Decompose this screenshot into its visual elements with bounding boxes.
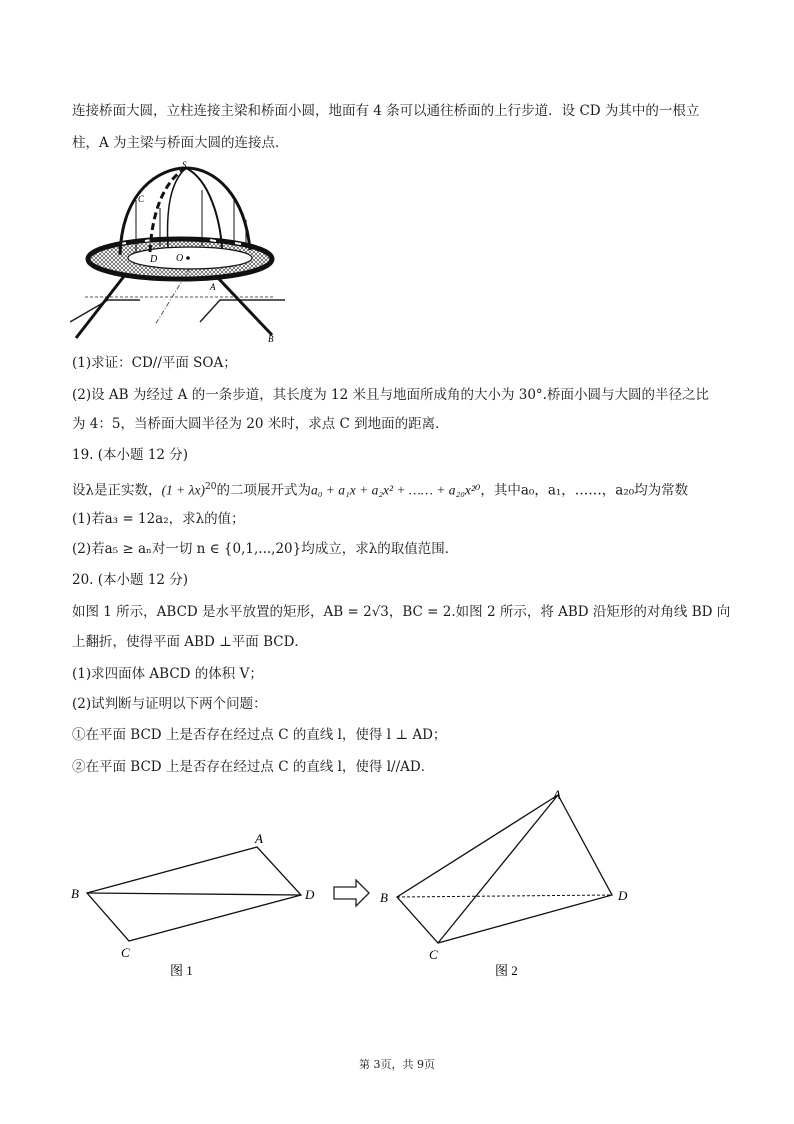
q19-stem [72, 477, 688, 501]
label-d: D [150, 254, 158, 265]
fig2-hidden-bd [397, 895, 612, 897]
page-footer: 第 3页，共 9页 [359, 1058, 435, 1071]
label-o: O [176, 253, 184, 264]
q19-stem-poly: a₀ + a₁x + a₂x² + …… + a₂₀x²⁰ [310, 482, 481, 498]
q20-part-2: (2)试判断与证明以下两个问题： [72, 696, 267, 712]
q20-sub-2: ②在平面 BCD 上是否存在经过点 C 的直线 l，使得 l//AD． [72, 759, 435, 775]
q19-stem-a: 设λ是正实数， [72, 482, 162, 499]
fig2-edge-ac [438, 795, 558, 943]
q18-intro-line-2: 柱，A 为主梁与桥面大圆的连接点． [72, 135, 289, 151]
road-left-edge [70, 300, 140, 322]
q18-part-2: (2)设 AB 为经过 A 的一条步道，其长度为 12 米且与地面所成角的大小为 30°.桥面小圆与大圆的半径之比 [72, 387, 709, 403]
transform-arrow-icon [332, 878, 372, 908]
fig1-label-d: D [305, 887, 315, 902]
fig1-caption: 图 1 [170, 963, 193, 978]
fig1-label-a: A [255, 831, 263, 846]
q19-part-1: (1)若a₃ = 12a₂，求λ的值； [72, 511, 245, 527]
fig2-label-b: B [380, 890, 388, 905]
q19-stem-expr: (1 + λx) [161, 482, 206, 498]
fig1-diagonal-bd [87, 893, 301, 895]
label-s: S [182, 160, 187, 170]
fig1-label-b: B [71, 886, 79, 901]
fig2-caption: 图 2 [495, 963, 518, 978]
label-b: B [268, 334, 274, 344]
q20-stem-2: 上翻折，使得平面 ABD ⊥平面 BCD． [72, 634, 308, 650]
walkway-left [76, 275, 125, 338]
figure-1 [65, 825, 325, 985]
q19-header: 19. (本小题 12 分) [72, 447, 189, 463]
q20-stem-1: 如图 1 所示，ABCD 是水平放置的矩形，AB = 2√3，BC = 2.如图 2 所示，将 ABD 沿矩形的对角线 BD 向 [72, 604, 731, 620]
figure-2 [375, 785, 645, 985]
fig2-label-a: A [553, 787, 561, 802]
bridge-figure [70, 160, 290, 345]
q18-part-2-cont: 为 4：5，当桥面大圆半径为 20 米时，求点 C 到地面的距离． [72, 416, 449, 432]
q20-sub-1: ①在平面 BCD 上是否存在经过点 C 的直线 l，使得 l ⊥ AD； [72, 727, 447, 743]
q19-part-2: (2)若a₅ ≥ aₙ对一切 n ∈ {0,1,...,20}均成立，求λ的取值范围． [72, 541, 459, 557]
q19-stem-b: 的二项展开式为 [216, 482, 311, 499]
point-o [186, 256, 190, 260]
bridge-small-circle [128, 247, 252, 269]
q20-part-1: (1)求四面体 ABCD 的体积 V； [72, 666, 263, 682]
fig1-label-c: C [121, 945, 130, 960]
label-c: C [138, 194, 145, 204]
fig2-label-d: D [618, 888, 628, 903]
q19-stem-exp: 20 [205, 482, 217, 492]
walkway-ab [218, 278, 272, 335]
arch-left [168, 168, 186, 248]
fig2-outline [397, 795, 612, 943]
q20-header: 20. (本小题 12 分) [72, 572, 189, 588]
q19-stem-c: ，其中a₀，a₁，……，a₂₀均为常数 [480, 482, 689, 499]
q18-part-1: (1)求证：CD//平面 SOA； [72, 355, 237, 371]
label-a: A [210, 282, 216, 292]
q18-intro-line-1: 连接桥面大圆，立柱连接主梁和桥面小圆，地面有 4 条可以通往桥面的上行步道．设 CD 为其中的一根立 [72, 103, 700, 119]
fig2-label-c: C [429, 947, 438, 962]
